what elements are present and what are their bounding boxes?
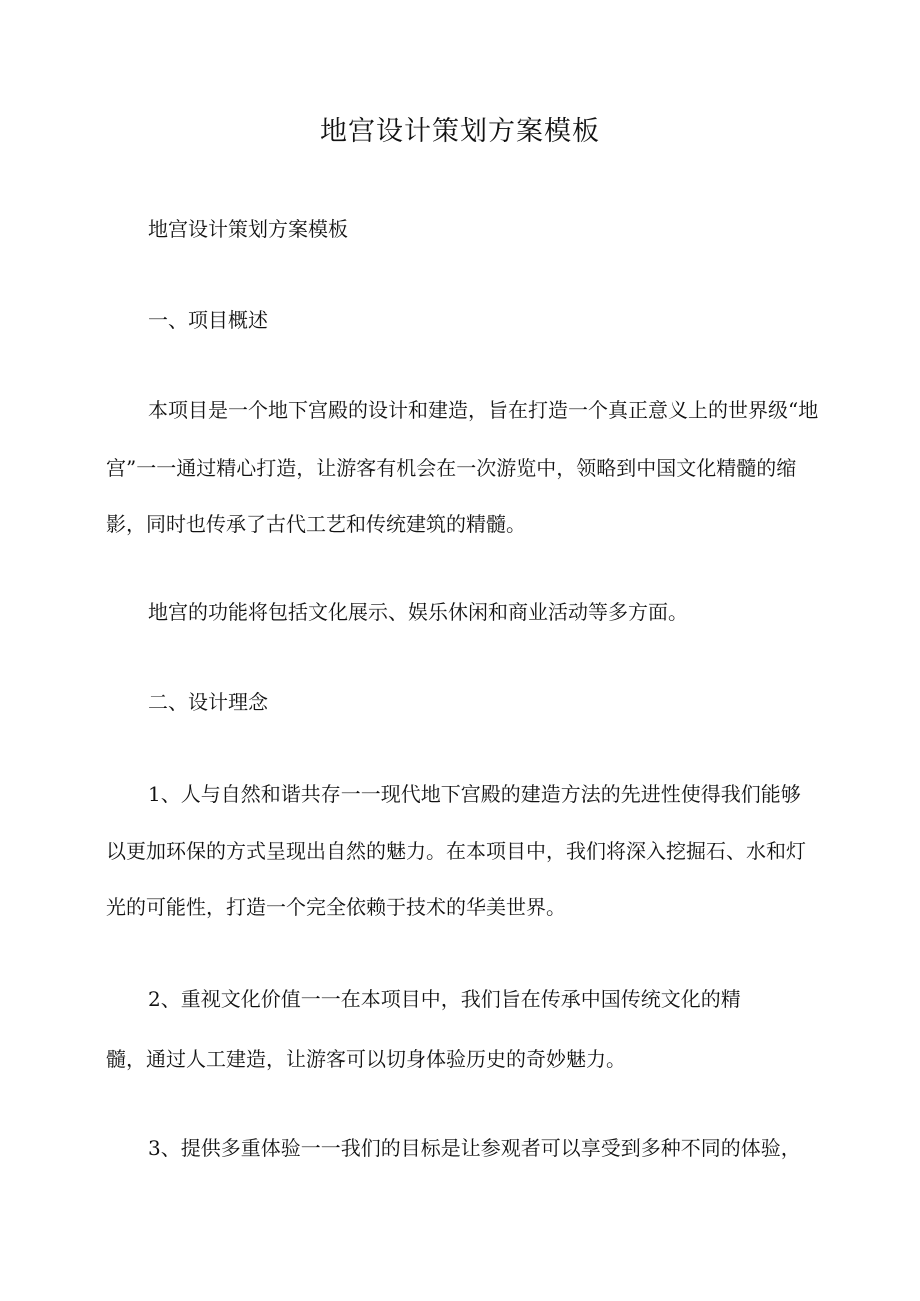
paragraph-line: 影，同时也传承了古代工艺和传统建筑的精髓。 [106, 512, 526, 536]
paragraph-line: 3、提供多重体验一一我们的目标是让参观者可以享受到多种不同的体验， [148, 1136, 801, 1160]
document-subtitle: 地宫设计策划方案模板 [148, 217, 348, 241]
paragraph-line: 本项目是一个地下宫殿的设计和建造，旨在打造一个真正意义上的世界级“地 [148, 398, 819, 422]
paragraph-line: 2、重视文化价值一一在本项目中，我们旨在传承中国传统文化的精 [148, 987, 741, 1011]
document-title: 地宫设计策划方案模板 [320, 116, 600, 147]
paragraph-line: 光的可能性，打造一个完全依赖于技术的华美世界。 [106, 895, 566, 919]
paragraph-line: 髓，通过人工建造，让游客可以切身体验历史的奇妙魅力。 [106, 1047, 626, 1071]
paragraph-line: 1、人与自然和谐共存一一现代地下宫殿的建造方法的先进性使得我们能够 [148, 782, 801, 806]
paragraph-line: 以更加环保的方式呈现出自然的魅力。在本项目中，我们将深入挖掘石、水和灯 [106, 839, 806, 863]
section-heading-overview: 一、项目概述 [148, 308, 268, 332]
paragraph-line: 地宫的功能将包括文化展示、娱乐休闲和商业活动等多方面。 [148, 600, 688, 624]
paragraph-line: 宫”一一通过精心打造，让游客有机会在一次游览中，领略到中国文化精髓的缩 [106, 456, 797, 480]
section-heading-design-concept: 二、设计理念 [148, 690, 268, 714]
